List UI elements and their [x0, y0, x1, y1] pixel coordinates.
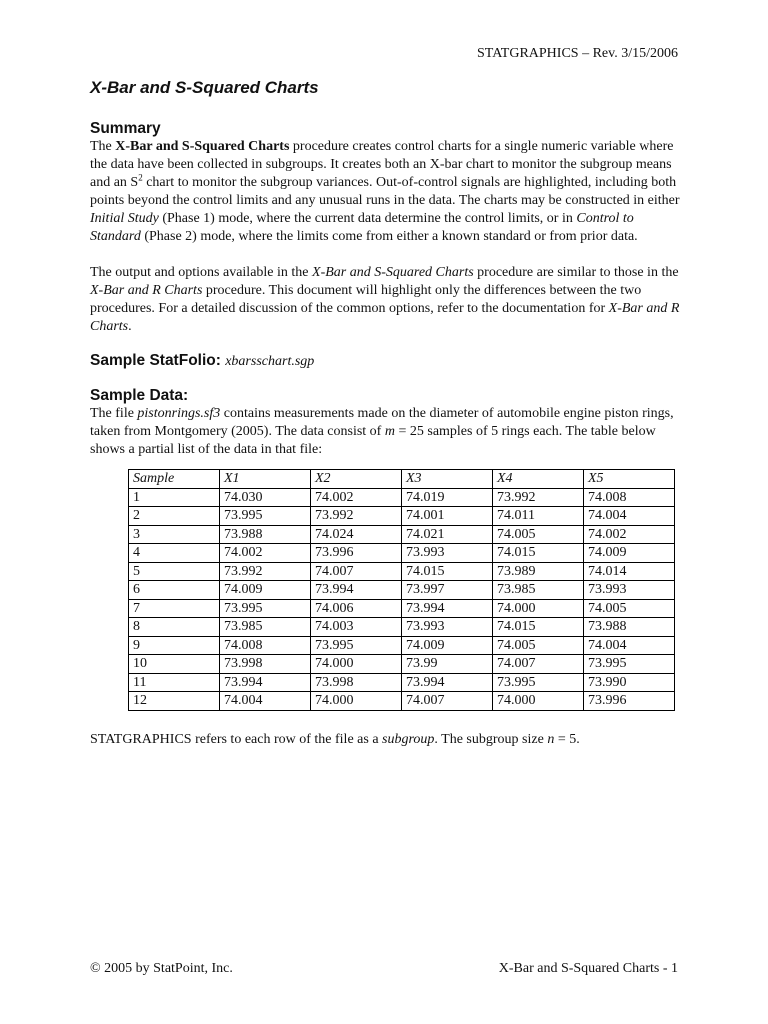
statfolio-heading: Sample StatFolio: xbarsschart.sgp [90, 352, 315, 369]
table-row [129, 673, 675, 692]
table-cell: 73.988 [584, 618, 675, 637]
table-cell: 73.993 [584, 581, 675, 600]
data-table [128, 469, 675, 711]
table-cell: 74.015 [402, 562, 493, 581]
table-cell: 73.994 [311, 581, 402, 600]
table-cell: 74.015 [493, 618, 584, 637]
table-cell: 11 [129, 673, 220, 692]
table-cell: 6 [129, 581, 220, 600]
table-cell: 73.994 [220, 673, 311, 692]
table-cell: 74.019 [402, 488, 493, 507]
table-cell: 73.998 [220, 655, 311, 674]
table-cell: 74.007 [402, 692, 493, 711]
table-cell: 8 [129, 618, 220, 637]
table-cell: 7 [129, 599, 220, 618]
table-cell: 73.989 [493, 562, 584, 581]
table-cell: 74.004 [584, 636, 675, 655]
subgroup-note: STATGRAPHICS refers to each row of the file as a subgroup. The subgroup size n = 5. [90, 731, 580, 747]
table-cell: 73.994 [402, 599, 493, 618]
table-row [129, 507, 675, 526]
table-row [129, 618, 675, 637]
table-row [129, 525, 675, 544]
table-cell: 74.000 [493, 692, 584, 711]
column-header: X5 [584, 470, 675, 489]
table-cell: 12 [129, 692, 220, 711]
table-cell: 74.006 [311, 599, 402, 618]
table-cell: 73.995 [311, 636, 402, 655]
table-cell: 73.988 [220, 525, 311, 544]
table-cell: 74.005 [584, 599, 675, 618]
table-cell: 74.030 [220, 488, 311, 507]
table-cell: 73.99 [402, 655, 493, 674]
table-cell: 73.998 [311, 673, 402, 692]
column-header: X1 [220, 470, 311, 489]
table-row [129, 655, 675, 674]
footer-page-label: X-Bar and S-Squared Charts - 1 [498, 961, 678, 976]
table-row [129, 692, 675, 711]
document-body [90, 78, 680, 749]
table-cell: 74.001 [402, 507, 493, 526]
table-cell: 2 [129, 507, 220, 526]
document-title: X-Bar and S-Squared Charts [90, 78, 319, 97]
table-cell: 74.003 [311, 618, 402, 637]
table-cell: 74.008 [584, 488, 675, 507]
statfolio-file: xbarsschart.sgp [225, 354, 315, 369]
table-cell: 74.000 [493, 599, 584, 618]
table-cell: 73.995 [220, 599, 311, 618]
table-row [129, 488, 675, 507]
table-cell: 73.996 [584, 692, 675, 711]
table-cell: 73.990 [584, 673, 675, 692]
table-cell: 74.007 [311, 562, 402, 581]
sample-data-heading: Sample Data: [90, 387, 189, 404]
sample-data-paragraph: The file pistonrings.sf3 contains measurements made on the diameter of automobile engine piston rings, taken from Montgomery (2005). The data consist of m = 25 samples of 5 rings each. The table below shows a partial list of the data in that file: [90, 406, 674, 457]
table-cell: 74.009 [402, 636, 493, 655]
table-cell: 74.004 [584, 507, 675, 526]
table-cell: 74.004 [220, 692, 311, 711]
table-cell: 4 [129, 544, 220, 563]
table-cell: 74.015 [493, 544, 584, 563]
table-cell: 74.005 [493, 636, 584, 655]
table-header-row [129, 470, 675, 489]
summary-paragraph-1: The X-Bar and S-Squared Charts procedure creates control charts for a single numeric variable where the data have been collected in subgroups. It creates both an X-bar chart to monitor the subgroup means and an $S^2$ chart to monitor the subgroup variances. Out-of-control signals are highlighted, including both points beyond the control limits and any unusual runs in the data. The charts may be constructed in either Initial Study (Phase 1) mode, where the current data determine the control limits, or in Control to Standard (Phase 2) mode, where the limits come from either a known standard or from prior data. [90, 139, 680, 244]
table-cell: 73.995 [584, 655, 675, 674]
table-cell: 73.992 [311, 507, 402, 526]
table-cell: 74.014 [584, 562, 675, 581]
table-cell: 73.985 [220, 618, 311, 637]
table-cell: 3 [129, 525, 220, 544]
table-cell: 74.009 [220, 581, 311, 600]
table-row [129, 562, 675, 581]
table-row [129, 599, 675, 618]
table-cell: 74.005 [493, 525, 584, 544]
footer-copyright: © 2005 by StatPoint, Inc. [90, 961, 233, 976]
table-cell: 73.995 [220, 507, 311, 526]
table-cell: 73.993 [402, 618, 493, 637]
table-cell: 74.000 [311, 692, 402, 711]
table-cell: 74.000 [311, 655, 402, 674]
column-header: Sample [129, 470, 220, 489]
table-cell: 74.002 [220, 544, 311, 563]
table-body [129, 488, 675, 710]
table-row [129, 544, 675, 563]
table-cell: 9 [129, 636, 220, 655]
table-cell: 73.996 [311, 544, 402, 563]
table-cell: 74.002 [584, 525, 675, 544]
table-cell: 73.992 [493, 488, 584, 507]
table-cell: 74.002 [311, 488, 402, 507]
table-row [129, 636, 675, 655]
column-header: X2 [311, 470, 402, 489]
table-cell: 73.997 [402, 581, 493, 600]
table-cell: 74.021 [402, 525, 493, 544]
table-cell: 5 [129, 562, 220, 581]
page-header: STATGRAPHICS – Rev. 3/15/2006 [477, 46, 678, 61]
table-cell: 73.985 [493, 581, 584, 600]
table-cell: 74.009 [584, 544, 675, 563]
column-header: X4 [493, 470, 584, 489]
table-cell: 73.992 [220, 562, 311, 581]
table-cell: 74.024 [311, 525, 402, 544]
table-row [129, 581, 675, 600]
table-cell: 73.993 [402, 544, 493, 563]
summary-paragraph-2: The output and options available in the X-Bar and S-Squared Charts procedure are similar to those in the X-Bar and R Charts procedure. This document will highlight only the differences between the two procedures. For a detailed discussion of the common options, refer to the documentation for X-Bar and R Charts. [90, 265, 680, 334]
table-cell: 74.011 [493, 507, 584, 526]
table-cell: 73.994 [402, 673, 493, 692]
column-header: X3 [402, 470, 493, 489]
table-cell: 73.995 [493, 673, 584, 692]
summary-heading: Summary [90, 120, 161, 137]
table-cell: 74.007 [493, 655, 584, 674]
table-cell: 1 [129, 488, 220, 507]
table-cell: 74.008 [220, 636, 311, 655]
table-cell: 10 [129, 655, 220, 674]
